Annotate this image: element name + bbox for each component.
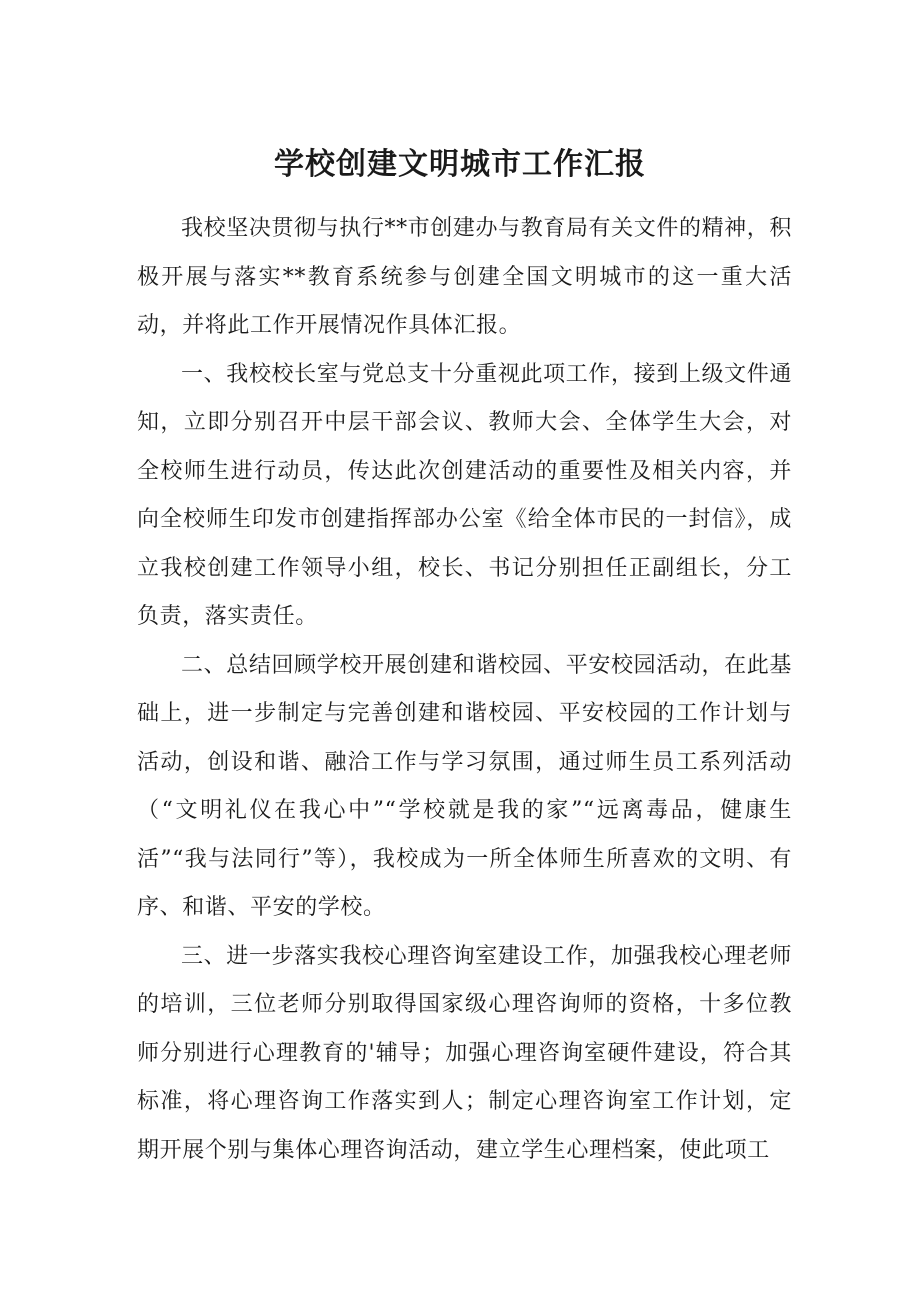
paragraph-section-2: 二、总结回顾学校开展创建和谐校园、平安校园活动，在此基础上，进一步制定与完善创建和谐校园、平安校园的工作计划与活动，创设和谐、融洽工作与学习氛围，通过师生员工系列活动（“文明礼仪在我心中”“学校就是我的家”“远离毒品，健康生活”“我与法同行”等），我校成为一所全体师生所喜欢的文明、有序、和谐、平安的学校。 xyxy=(137,652,792,920)
paragraph-section-3: 三、进一步落实我校心理咨询室建设工作，加强我校心理老师的培训，三位老师分别取得国家级心理咨询师的资格，十多位教师分别进行心理教育的'辅导；加强心理咨询室硬件建设，符合其标准，将心理咨询工作落实到人；制定心理咨询室工作计划，定期开展个别与集体心理咨询活动，建立学生心理档案，使此项工 xyxy=(137,943,792,1163)
document-title: 学校创建文明城市工作汇报 xyxy=(274,147,646,182)
paragraph-intro: 我校坚决贯彻与执行**市创建办与教育局有关文件的精神，积极开展与落实**教育系统参与创建全国文明城市的这一重大活动，并将此工作开展情况作具体汇报。 xyxy=(137,216,792,338)
paragraph-section-1: 一、我校校长室与党总支十分重视此项工作，接到上级文件通知，立即分别召开中层干部会议、教师大会、全体学生大会，对全校师生进行动员，传达此次创建活动的重要性及相关内容，并向全校师生印发市创建指挥部办公室《给全体市民的一封信》，成立我校创建工作领导小组，校长、书记分别担任正副组长，分工负责，落实责任。 xyxy=(137,361,792,629)
document-body xyxy=(137,205,792,1175)
